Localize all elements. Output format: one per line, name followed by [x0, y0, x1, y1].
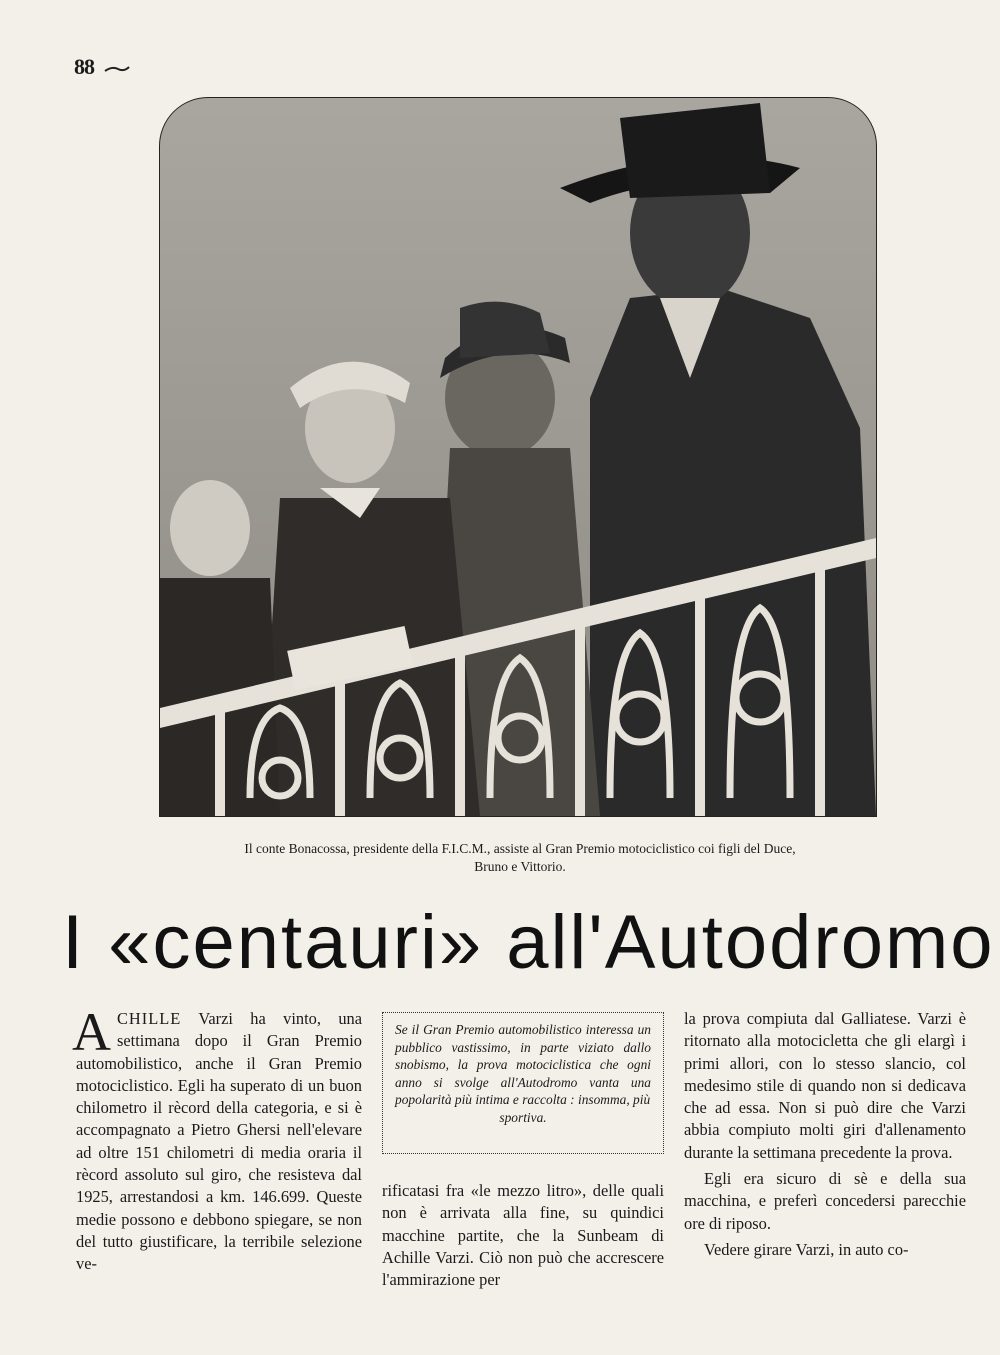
- photo-caption: [120, 840, 920, 876]
- column-1-text: Varzi ha vinto, una settimana dopo il Gran Premio automobilistico, anche il Gran Premio motociclistico. Egli ha superato di un buon chilometro il rècord della categoria, e si è accompagnato a Pietro Ghersi nell'elevare ad oltre 151 chilometri di media oraria il rècord assoluto sul giro, che resisteva dal 1925, arrestandosi a km. 146.699. Queste medie possono e debbono spiegare, se non del tutto giustificare, la terribile selezione ve-: [76, 1009, 362, 1274]
- caption-line-1: Il conte Bonacossa, presidente della F.I.C.M., assiste al Gran Premio motociclistico coi figli del Duce,: [244, 841, 796, 856]
- article-column-1: [72, 1002, 362, 1276]
- column-3-paragraph-3: Vedere girare Varzi, in auto co-: [704, 1239, 909, 1259]
- caption-line-2: Bruno e Vittorio.: [474, 859, 566, 874]
- column-3-paragraph-2: Egli era sicuro di sè e della sua macchina, e preferì concedersi parecchie ore di riposo.: [684, 1169, 966, 1233]
- photograph: [160, 98, 876, 816]
- column-2-text: rificatasi fra «le mezzo litro», delle quali non è arrivata alla fine, su quindici macchine partite, che la Sunbeam di Achille Varzi. Ciò non può che accrescere l'ammirazione per: [382, 1181, 664, 1290]
- article-column-2: [382, 1180, 664, 1291]
- article-column-3: [684, 1008, 966, 1261]
- sidebar-box: [382, 1012, 664, 1154]
- photo-illustration: [160, 98, 876, 816]
- article-headline: I «centauri» all'Autodromo: [62, 900, 995, 985]
- lead-word: CHILLE: [117, 1009, 182, 1028]
- drop-cap: A: [72, 1002, 111, 1062]
- sidebar-box-last-line: sportiva.: [499, 1109, 547, 1125]
- column-3-paragraph-1: la prova compiuta dal Galliatese. Varzi è ritornato alla motocicletta che gli elargì i primi allori, con lo stesso slancio, col medesimo stile di quando non si dedicava che ad essa. Non si può dire che Varzi abbia compiuto molti giri d'allenamento durante la settimana precedente la prova.: [684, 1009, 966, 1162]
- page-number-ornament: [104, 66, 130, 72]
- sidebar-box-text: Se il Gran Premio automobilistico interessa un pubblico vastissimo, in parte viziato dallo snobismo, la prova motociclistica che ogni anno si svolge all'Autodromo vanta una popolarità più intima e raccolta : insomma, più: [395, 1022, 651, 1108]
- page-number: 88: [74, 54, 94, 79]
